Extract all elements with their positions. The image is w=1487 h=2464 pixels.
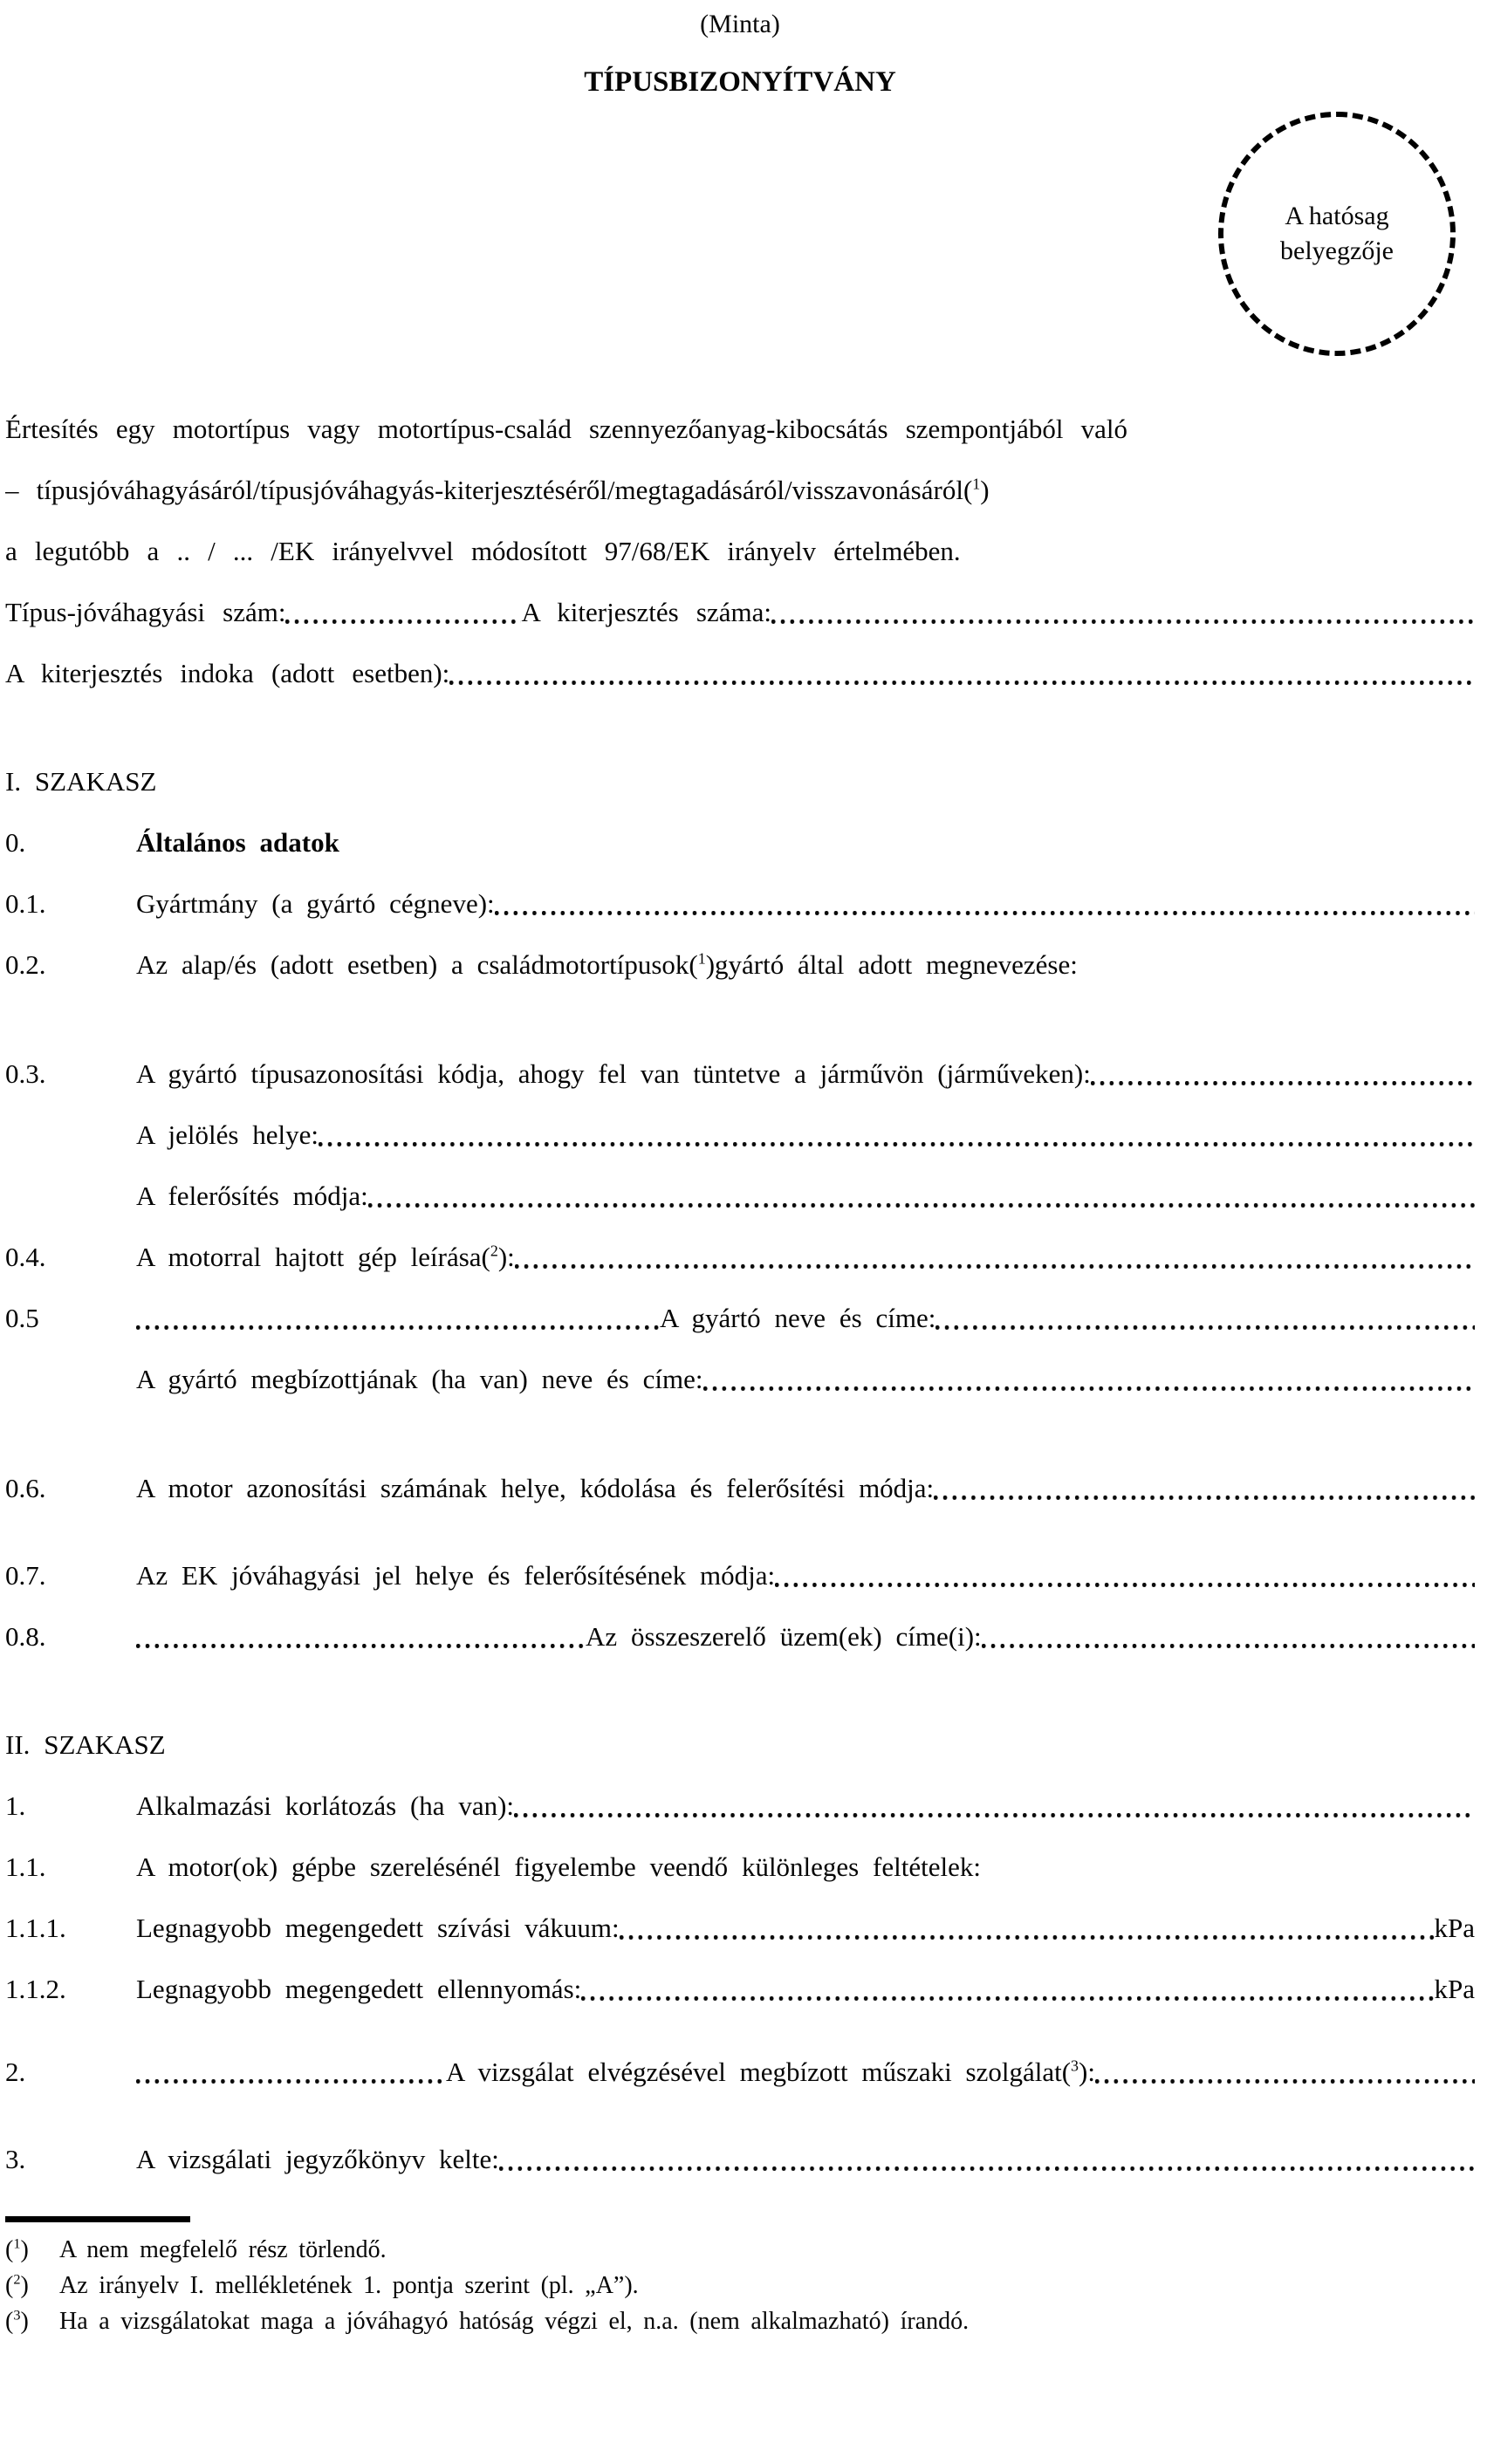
item-number: 3. bbox=[5, 2144, 26, 2174]
dotted-leader bbox=[1091, 1057, 1475, 1092]
row-text: Az alap/és (adott esetben) a családmotortípusok bbox=[136, 949, 689, 980]
dotted-leader bbox=[136, 1301, 660, 1336]
row-text: A felerősítés módja: bbox=[136, 1181, 368, 1211]
dotted-continuation-row bbox=[5, 1179, 1475, 1214]
item-number: 1.1.1. bbox=[5, 1913, 66, 1943]
form-row bbox=[5, 2055, 1475, 2090]
document-subtitle: (Minta) bbox=[700, 10, 780, 38]
row-text: Az EK jóváhagyási jel helye és felerősítésének módja: bbox=[136, 1560, 776, 1591]
row-body bbox=[5, 595, 1475, 630]
section-heading bbox=[5, 764, 1475, 799]
form-row bbox=[5, 1471, 1475, 1506]
form-row bbox=[5, 1558, 1475, 1593]
dotted-leader bbox=[982, 1619, 1475, 1654]
row-body bbox=[136, 1850, 1475, 1885]
dotted-leader bbox=[319, 1118, 1475, 1153]
dotted-leader bbox=[775, 1558, 1475, 1593]
dotted-leader bbox=[449, 656, 1475, 691]
row-text: Általános adatok bbox=[136, 827, 339, 858]
row-text: a legutóbb a .. / ... /EK irányelvvel módosított 97/68/EK irányelv értelmében. bbox=[5, 536, 961, 566]
form-row bbox=[5, 1789, 1475, 1824]
row-body bbox=[5, 412, 1475, 447]
row-text: A vizsgálati jegyzőkönyv kelte: bbox=[136, 2144, 499, 2174]
form-row bbox=[5, 1240, 1475, 1275]
dotted-leader bbox=[495, 886, 1475, 921]
footnote-marker: ($^1$) bbox=[689, 949, 716, 980]
form-row bbox=[5, 825, 1475, 860]
footnote-ref: 3 bbox=[1071, 2057, 1079, 2075]
dotted-leader bbox=[581, 1972, 1434, 2007]
form-row bbox=[5, 1057, 1475, 1092]
form-row bbox=[5, 886, 1475, 921]
form-row bbox=[5, 2142, 1475, 2177]
item-number: 1.1. bbox=[5, 1851, 46, 1882]
dotted-leader bbox=[514, 1789, 1475, 1824]
row-body bbox=[136, 1558, 1475, 1593]
row-text: Alkalmazási korlátozás (ha van): bbox=[136, 1790, 515, 1821]
row-body bbox=[136, 1911, 1475, 1946]
row-text: Típus-jóváhagyási szám: bbox=[5, 597, 286, 627]
row-body bbox=[136, 2055, 1475, 2090]
dotted-leader bbox=[515, 1240, 1475, 1275]
row-body bbox=[136, 1471, 1475, 1506]
row-text: – típusjóváhagyásáról/típusjóváhagyás-kiterjesztéséről/megtagadásáról/visszavonásáról bbox=[5, 475, 963, 505]
row-body bbox=[136, 1118, 1475, 1153]
row-text: Ha a vizsgálatokat maga a jóváhagyó hatóság végzi el, n.a. (nem alkalmazható) írandó. bbox=[59, 2308, 970, 2335]
footnote-marker: ($^2$) bbox=[5, 2271, 29, 2299]
item-number: 1. bbox=[5, 1790, 26, 1821]
row-text: A gyártó típusazonosítási kódja, ahogy fel van tüntetve a járművön (járműveken): bbox=[136, 1058, 1091, 1089]
form-row bbox=[5, 412, 1475, 447]
dotted-continuation-row bbox=[5, 1362, 1475, 1397]
row-text: A nem megfelelő rész törlendő. bbox=[59, 2236, 387, 2263]
row-body bbox=[136, 1619, 1475, 1654]
form-row bbox=[5, 1911, 1475, 1946]
row-text: Az összeszerelő üzem(ek) címe(i): bbox=[586, 1621, 982, 1652]
dotted-continuation-row bbox=[5, 1118, 1475, 1153]
row-text: kPa bbox=[1434, 1913, 1475, 1943]
row-text: II. SZAKASZ bbox=[5, 1729, 166, 1760]
item-number: 0. bbox=[5, 827, 26, 858]
form-row bbox=[5, 473, 1475, 508]
footnote-marker: ($^3$) bbox=[5, 2307, 29, 2335]
item-number: 0.3. bbox=[5, 1058, 46, 1089]
row-body bbox=[59, 2235, 1475, 2265]
row-text: gyártó által adott megnevezése: bbox=[715, 949, 1078, 980]
form-row bbox=[5, 1972, 1475, 2007]
row-text: Értesítés egy motortípus vagy motortípus-család szennyezőanyag-kibocsátás szempontjából való bbox=[5, 414, 1128, 444]
footnote-marker: ($^2$) bbox=[481, 1242, 508, 1272]
footnote-row bbox=[5, 2270, 1475, 2301]
footnote-ref: 2 bbox=[490, 1242, 498, 1260]
footnote-row bbox=[5, 2235, 1475, 2265]
stamp-line: A hatósag bbox=[1285, 202, 1389, 230]
row-body bbox=[136, 1057, 1475, 1092]
dotted-leader bbox=[934, 1471, 1475, 1506]
row-body bbox=[136, 1362, 1475, 1397]
form-row bbox=[5, 1301, 1475, 1336]
document-body bbox=[5, 412, 1475, 2337]
dotted-leader bbox=[703, 1362, 1475, 1397]
dotted-leader bbox=[368, 1179, 1475, 1214]
row-body bbox=[136, 948, 1475, 982]
item-number: 0.5 bbox=[5, 1303, 39, 1333]
dotted-leader bbox=[285, 595, 521, 630]
footnote-ref: 1 bbox=[697, 949, 706, 968]
item-number: 0.1. bbox=[5, 888, 46, 919]
dotted-leader bbox=[771, 595, 1475, 630]
row-text: A motorral hajtott gép leírása bbox=[136, 1242, 482, 1272]
footnote-ref: 1 bbox=[972, 475, 981, 493]
row-text: I. SZAKASZ bbox=[5, 766, 157, 797]
footnote-marker: ($^3$) bbox=[1061, 2057, 1088, 2087]
footnote-ref: 2 bbox=[13, 2271, 21, 2288]
footnote-ref: 3 bbox=[13, 2307, 21, 2324]
row-body bbox=[59, 2306, 1475, 2337]
dotted-leader bbox=[935, 1301, 1475, 1336]
row-body bbox=[5, 473, 1475, 508]
row-body bbox=[136, 1301, 1475, 1336]
item-number: 2. bbox=[5, 2057, 26, 2087]
stamp-line: belyegzője bbox=[1280, 236, 1394, 265]
row-text: A gyártó megbízottjának (ha van) neve és címe: bbox=[136, 1364, 703, 1394]
dotted-leader bbox=[136, 2055, 446, 2090]
row-text: A vizsgálat elvégzésével megbízott műszaki szolgálat bbox=[446, 2057, 1062, 2087]
form-row bbox=[5, 534, 1475, 569]
form-row bbox=[5, 595, 1475, 630]
row-text: A jelölés helye: bbox=[136, 1119, 319, 1150]
row-body bbox=[136, 1179, 1475, 1214]
item-number: 0.2. bbox=[5, 949, 46, 980]
row-text: Az irányelv I. mellékletének 1. pontja szerint (pl. „A”). bbox=[59, 2272, 639, 2299]
row-body bbox=[136, 1240, 1475, 1275]
section-heading bbox=[5, 1728, 1475, 1762]
row-text: A gyártó neve és címe: bbox=[660, 1303, 936, 1333]
row-body bbox=[5, 1728, 1475, 1762]
row-text: A motor azonosítási számának helye, kódolása és felerősítési módja: bbox=[136, 1473, 935, 1503]
footnote-separator bbox=[5, 2216, 190, 2222]
row-text: Legnagyobb megengedett ellennyomás: bbox=[136, 1974, 582, 2004]
footnote-ref: 1 bbox=[13, 2235, 21, 2252]
form-row bbox=[5, 948, 1475, 982]
row-text: : bbox=[507, 1242, 515, 1272]
row-text: A kiterjesztés indoka (adott esetben): bbox=[5, 658, 450, 688]
document-title: TÍPUSBIZONYÍTVÁNY bbox=[584, 66, 896, 98]
item-number: 0.4. bbox=[5, 1242, 46, 1272]
row-text: : bbox=[1087, 2057, 1095, 2087]
row-text: kPa bbox=[1434, 1974, 1475, 2004]
row-text: Gyártmány (a gyártó cégneve): bbox=[136, 888, 495, 919]
form-row bbox=[5, 1850, 1475, 1885]
row-text: A kiterjesztés száma: bbox=[521, 597, 771, 627]
item-number: 0.8. bbox=[5, 1621, 46, 1652]
row-body bbox=[5, 534, 1475, 569]
item-number: 0.7. bbox=[5, 1560, 46, 1591]
row-body bbox=[136, 886, 1475, 921]
footnote-marker: ($^1$) bbox=[963, 475, 990, 505]
dotted-leader bbox=[136, 1619, 586, 1654]
footnote-marker: ($^1$) bbox=[5, 2235, 29, 2263]
row-body bbox=[136, 825, 1475, 860]
row-body bbox=[5, 764, 1475, 799]
row-body bbox=[136, 1789, 1475, 1824]
row-body bbox=[59, 2270, 1475, 2301]
form-row bbox=[5, 1619, 1475, 1654]
row-body bbox=[5, 656, 1475, 691]
dotted-leader bbox=[1095, 2055, 1475, 2090]
item-number: 0.6. bbox=[5, 1473, 46, 1503]
form-row bbox=[5, 656, 1475, 691]
item-number: 1.1.2. bbox=[5, 1974, 66, 2004]
row-text: A motor(ok) gépbe szerelésénél figyelembe veendő különleges feltételek: bbox=[136, 1851, 981, 1882]
row-body bbox=[136, 1972, 1475, 2007]
dotted-leader bbox=[620, 1911, 1435, 1946]
authority-stamp-placeholder bbox=[1218, 112, 1456, 356]
row-body bbox=[136, 2142, 1475, 2177]
footnote-row bbox=[5, 2306, 1475, 2337]
row-text: Legnagyobb megengedett szívási vákuum: bbox=[136, 1913, 620, 1943]
dotted-leader bbox=[499, 2142, 1475, 2177]
